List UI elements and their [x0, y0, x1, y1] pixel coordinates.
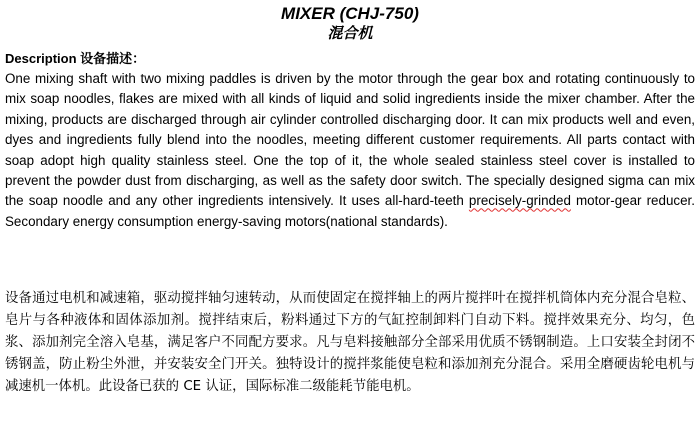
- chinese-description: 设备通过电机和减速箱，驱动搅拌轴匀速转动，从而使固定在搅拌轴上的两片搅拌叶在搅拌机筒体内充分混合皂粒、皂片与各种液体和固体添加剂。搅拌结束后，粉料通过下方的气缸控制卸料门自动下料。搅拌效果充分、均匀，色浆、添加剂完全溶入皂基，满足客户不同配方要求。凡与皂料接触部分全部采用优质不锈钢制造。上口安装全封闭不锈钢盖，防止粉尘外泄，并安装安全门开关。独特设计的搅拌浆能使皂粒和添加剂充分混合。采用全磨硬齿轮电机与减速机一体机。此设备已获的 CE 认证，国际标准二级能耗节能电机。: [5, 291, 695, 394]
- document-subtitle: 混合机: [327, 24, 373, 42]
- english-description-part-1: One mixing shaft with two mixing paddles is driven by the motor through the gear box and rotating continuously to mix soap noodles, flakes are mixed with all kinds of liquid and solid ingredients inside the mixer chamber. After the mixing, products are discharged through air cylinder controlled discharging door. It can mix products well and even, dyes and ingredients fully blend into the noodles, meeting different customer requirements. All parts contact with soap adopt high quality stainless steel. One the top of it, the whole sealed stainless steel cover is installed to prevent the powder dust from discharging, as well as the safety door switch. The specially designed sigma can mix the soap noodle and any other ingredients intensively. It uses all-hard-teeth: [5, 71, 695, 209]
- english-description-part-2: motor-gear reducer. Secondary energy consumption energy-saving motors(national standards).: [5, 193, 695, 229]
- description-heading: Description 设备描述：: [5, 51, 146, 66]
- spellcheck-underlined-word: precisely-grinded: [468, 193, 571, 209]
- english-description: [5, 69, 695, 232]
- document-title: MIXER (CHJ-750): [281, 4, 419, 23]
